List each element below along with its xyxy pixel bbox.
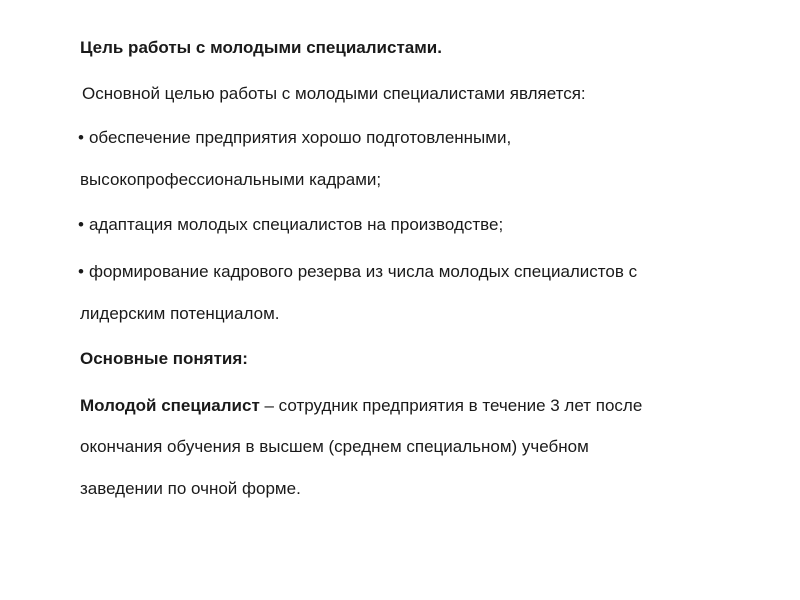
definition-line1-rest: – сотрудник предприятия в течение 3 лет после: [259, 396, 643, 415]
bullet-icon: •: [78, 215, 84, 234]
bullet-item-2-line1: адаптация молодых специалистов на производстве;: [88, 215, 504, 234]
bullet-item-1-line2: высокопрофессиональными кадрами;: [80, 170, 382, 189]
definition-line-2: окончания обучения в высшем (среднем специальном) учебном: [80, 437, 589, 456]
definition-term: Молодой специалист: [80, 396, 260, 415]
bullet-item-3-line1: формирование кадрового резерва из числа молодых специалистов с: [88, 262, 638, 281]
concepts-heading: Основные понятия:: [80, 349, 248, 368]
definition-line-1: [80, 396, 642, 416]
intro-text: Основной целью работы с молодыми специалистами является:: [82, 84, 586, 103]
bullet-item-3: [78, 262, 637, 282]
bullet-item-1-line1: обеспечение предприятия хорошо подготовленными,: [88, 128, 512, 147]
bullet-item-3-line2: лидерским потенциалом.: [80, 304, 280, 323]
slide-heading: Цель работы с молодыми специалистами.: [80, 38, 442, 57]
bullet-item-2: [78, 215, 503, 235]
bullet-icon: •: [78, 128, 84, 147]
bullet-icon: •: [78, 262, 84, 281]
bullet-item-1: [78, 128, 511, 148]
definition-line-3: заведении по очной форме.: [80, 479, 301, 498]
